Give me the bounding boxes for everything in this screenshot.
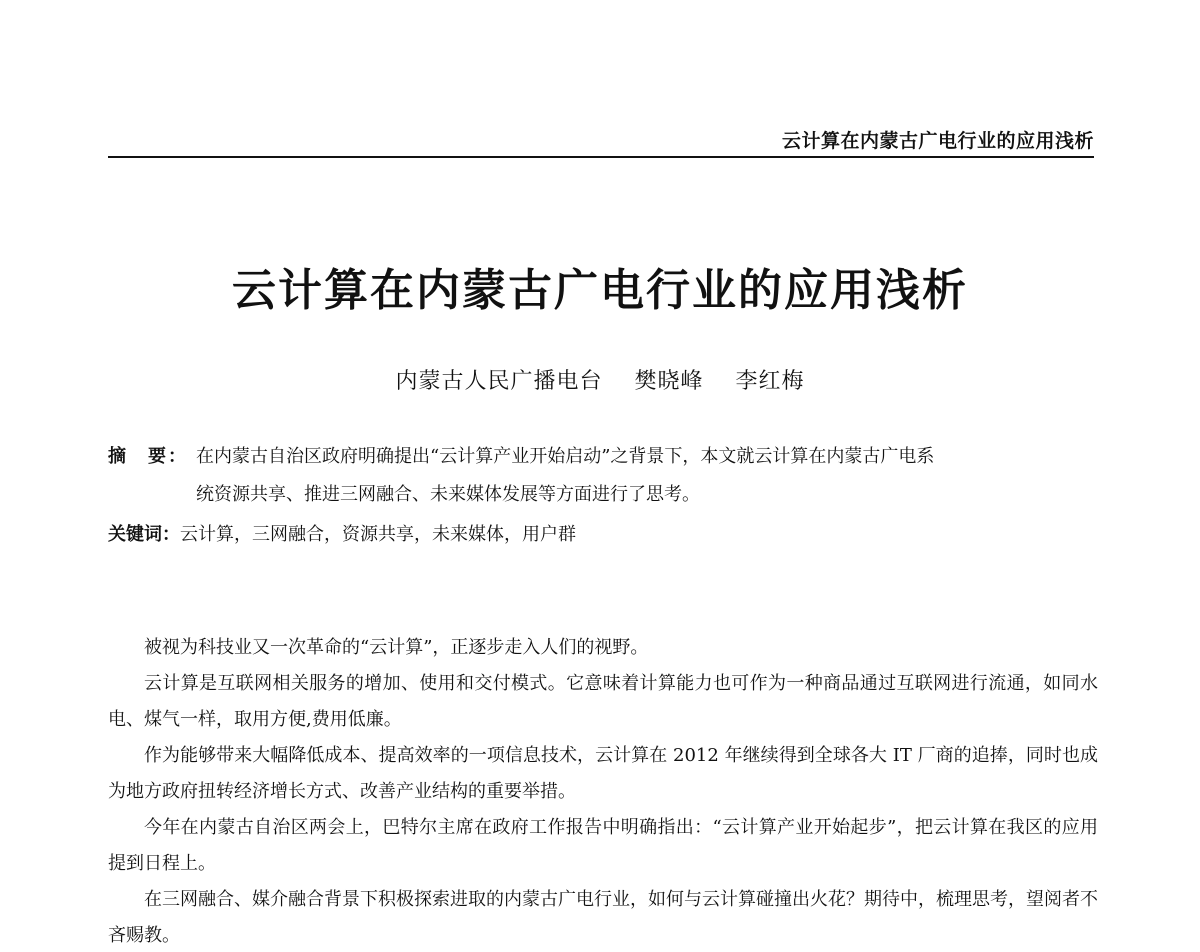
- abstract: [108, 438, 1098, 514]
- abstract-text: 在内蒙古自治区政府明确提出“云计算产业开始启动”之背景下，本文就云计算在内蒙古广电系: [196, 446, 935, 467]
- abstract-line: [108, 438, 1098, 476]
- running-header: 云计算在内蒙古广电行业的应用浅析: [781, 130, 1094, 152]
- author-name: 李红梅: [735, 369, 805, 394]
- header-rule: [108, 156, 1094, 158]
- paragraph: 在三网融合、媒介融合背景下积极探索进取的内蒙古广电行业，如何与云计算碰撞出火花？期待中，梳理思考，望阅者不吝赐教。: [108, 889, 1098, 946]
- body-text: [108, 630, 1098, 952]
- keywords-text: 云计算，三网融合，资源共享，未来媒体，用户群: [180, 524, 576, 545]
- abstract-label: 摘 要：: [108, 446, 188, 467]
- paragraph: 云计算是互联网相关服务的增加、使用和交付模式。它意味着计算能力也可作为一种商品通过互联网进行流通，如同水电、煤气一样，取用方便,费用低廉。: [108, 673, 1098, 730]
- author-name: 樊晓峰: [634, 369, 704, 394]
- affiliation: 内蒙古人民广播电台: [395, 369, 603, 394]
- keywords: [108, 520, 1098, 546]
- paper-title: 云计算在内蒙古广电行业的应用浅析: [232, 265, 968, 316]
- author-line: [0, 364, 1200, 395]
- paragraph: 今年在内蒙古自治区两会上，巴特尔主席在政府工作报告中明确指出：“云计算产业开始起步”，把云计算在我区的应用提到日程上。: [108, 817, 1098, 874]
- keywords-label: 关键词：: [108, 524, 180, 545]
- paragraph: 被视为科技业又一次革命的“云计算”，正逐步走入人们的视野。: [144, 637, 649, 658]
- abstract-text-continued: 统资源共享、推进三网融合、未来媒体发展等方面进行了思考。: [196, 484, 700, 505]
- paragraph: 作为能够带来大幅降低成本、提高效率的一项信息技术，云计算在 2012 年继续得到全球各大 IT 厂商的追捧，同时也成为地方政府扭转经济增长方式、改善产业结构的重要举措。: [108, 745, 1098, 802]
